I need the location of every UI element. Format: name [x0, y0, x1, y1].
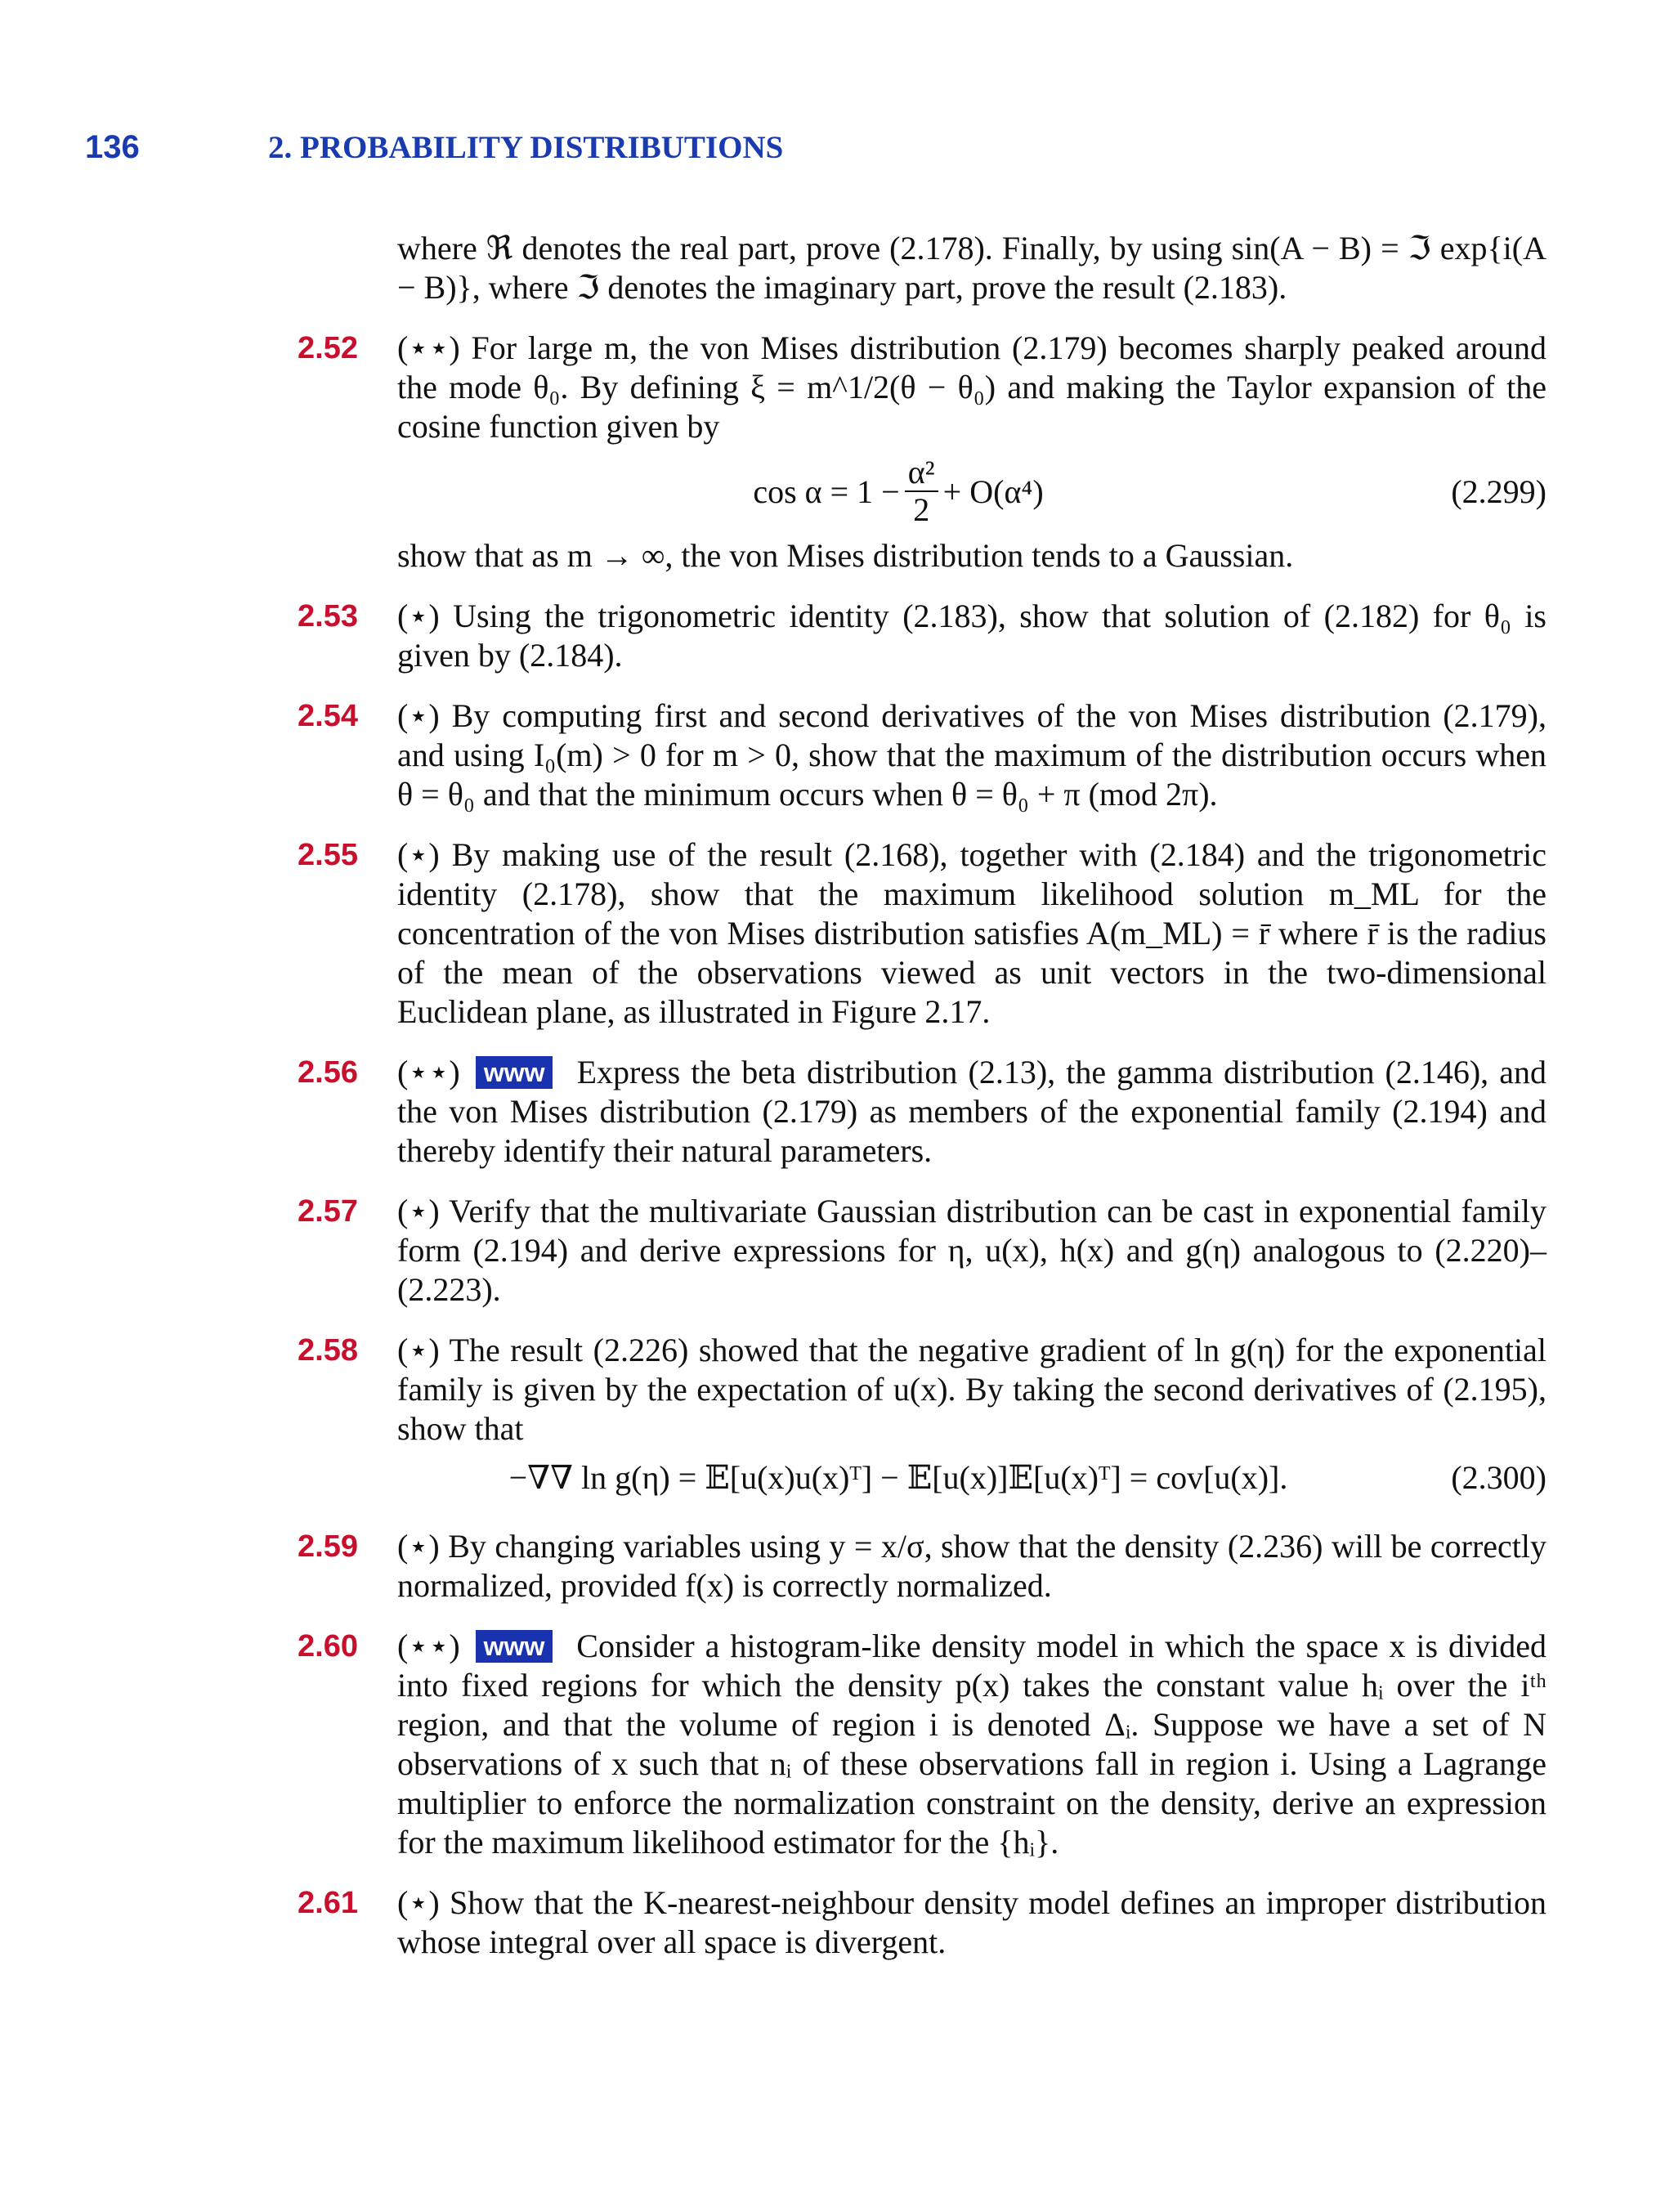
- exercise-number: 2.53: [298, 599, 358, 634]
- equation-2-299: [397, 446, 1546, 536]
- equation-rhs: + O(α⁴): [942, 472, 1044, 510]
- intro-paragraph: where ℜ denotes the real part, prove (2.178). Finally, by using sin(A − B) = ℑ exp{i(A − B)}, where ℑ denotes the imaginary part, prove the result (2.183).: [397, 230, 1546, 306]
- exercise-number: 2.58: [298, 1333, 358, 1368]
- exercise-2-57: [298, 1192, 1546, 1310]
- difficulty-stars: (⋆): [397, 836, 440, 873]
- exercise-2-53: [298, 597, 1546, 675]
- difficulty-stars: (⋆): [397, 1193, 440, 1229]
- difficulty-stars: (⋆): [397, 1528, 440, 1565]
- exercise-2-58: [298, 1331, 1546, 1506]
- exercise-2-52: [298, 329, 1546, 575]
- exercise-2-54: [298, 696, 1547, 814]
- equation-2-300: [397, 1449, 1546, 1506]
- fraction-denominator: 2: [913, 491, 930, 528]
- exercise-number: 2.54: [298, 699, 358, 733]
- difficulty-stars: (⋆⋆): [397, 1054, 460, 1090]
- exercise-text: By making use of the result (2.168), together with (2.184) and the trigonometric identity (2.178), show that the maximum likelihood solution m_ML for the concentration of the von Mises distribution satisfies A(m_ML) = r̄ where r̄ is the radius of the mean of the observations viewed as unit vectors in the two-dimensional Euclidean plane, as illustrated in Figure 2.17.: [397, 836, 1546, 1030]
- equation-number: (2.299): [1451, 472, 1546, 510]
- exercise-text: The result (2.226) showed that the negative gradient of ln g(η) for the exponential family is given by the expectation of u(x). By taking the second derivatives of (2.195), show that: [397, 1332, 1546, 1447]
- exercise-text: Show that the K-nearest-neighbour density model defines an improper distribution whose integral over all space is divergent.: [397, 1884, 1547, 1960]
- exercise-2-59: [298, 1527, 1547, 1605]
- difficulty-stars: (⋆): [397, 1332, 440, 1368]
- fraction-numerator: α²: [905, 454, 938, 492]
- chapter-title: 2. PROBABILITY DISTRIBUTIONS: [268, 130, 784, 165]
- exercise-number: 2.61: [298, 1886, 358, 1920]
- exercise-2-56: [298, 1053, 1547, 1171]
- exercise-number: 2.56: [298, 1055, 358, 1090]
- exercise-text: For large m, the von Mises distribution (2.179) becomes sharply peaked around the mode θ₀. By defining ξ = m^1/2(θ − θ₀) and making the Taylor expansion of the cosine function given by: [397, 329, 1546, 445]
- exercise-text: By changing variables using y = x/σ, show that the density (2.236) will be correctly normalized, provided f(x) is correctly normalized.: [397, 1528, 1547, 1604]
- exercise-number: 2.57: [298, 1194, 358, 1229]
- equation-lhs: cos α = 1 −: [753, 472, 900, 510]
- exercise-text: Consider a histogram-like density model in which the space x is divided into fixed regions for which the density p(x) takes the constant value hᵢ over the iᵗʰ region, and that the volume of region i is denoted Δᵢ. Suppose we have a set of N observations of x such that nᵢ of these observations fall in region i. Using a Lagrange multiplier to enforce the normalization constraint on the density, derive an expression for the maximum likelihood estimator for the {hᵢ}.: [397, 1628, 1546, 1860]
- exercise-number: 2.60: [298, 1629, 358, 1663]
- difficulty-stars: (⋆): [397, 1884, 440, 1921]
- exercise-text: Verify that the multivariate Gaussian distribution can be cast in exponential family form (2.194) and derive expressions for η, u(x), h(x) and g(η) analogous to (2.220)–(2.223).: [397, 1193, 1546, 1308]
- www-solution-badge[interactable]: www: [476, 1056, 553, 1089]
- exercise-text: By computing first and second derivatives of the von Mises distribution (2.179), and using I₀(m) > 0 for m > 0, show that the maximum of the distribution occurs when θ = θ₀ and that the minimum occurs when θ = θ₀ + π (mod 2π).: [397, 697, 1547, 813]
- exercise-2-61: [298, 1883, 1547, 1962]
- exercise-2-60: [298, 1627, 1546, 1862]
- exercise-text: Express the beta distribution (2.13), the gamma distribution (2.146), and the von Mises distribution (2.179) as members of the exponential family (2.194) and thereby identify their natural parameters.: [397, 1054, 1547, 1169]
- exercise-2-55: [298, 835, 1546, 1032]
- page-number: 136: [85, 129, 140, 165]
- equation-expression: −∇∇ ln g(η) = 𝔼[u(x)u(x)ᵀ] − 𝔼[u(x)]𝔼[u(x)ᵀ] = cov[u(x)].: [508, 1458, 1288, 1496]
- exercise-list: [298, 229, 1547, 1962]
- equation-number: (2.300): [1451, 1458, 1546, 1496]
- difficulty-stars: (⋆⋆): [397, 329, 460, 366]
- www-solution-badge[interactable]: www: [476, 1630, 553, 1663]
- difficulty-stars: (⋆): [397, 697, 440, 734]
- difficulty-stars: (⋆): [397, 598, 440, 634]
- difficulty-stars: (⋆⋆): [397, 1628, 460, 1664]
- equation-fraction: [905, 454, 938, 528]
- exercise-number: 2.59: [298, 1529, 358, 1564]
- exercise-number: 2.52: [298, 331, 358, 365]
- equation-follow-text: show that as m → ∞, the von Mises distribution tends to a Gaussian.: [397, 537, 1294, 574]
- exercise-text: Using the trigonometric identity (2.183), show that solution of (2.182) for θ₀ is given by (2.184).: [397, 598, 1546, 674]
- page-header: [0, 129, 1674, 178]
- exercise-number: 2.55: [298, 838, 358, 872]
